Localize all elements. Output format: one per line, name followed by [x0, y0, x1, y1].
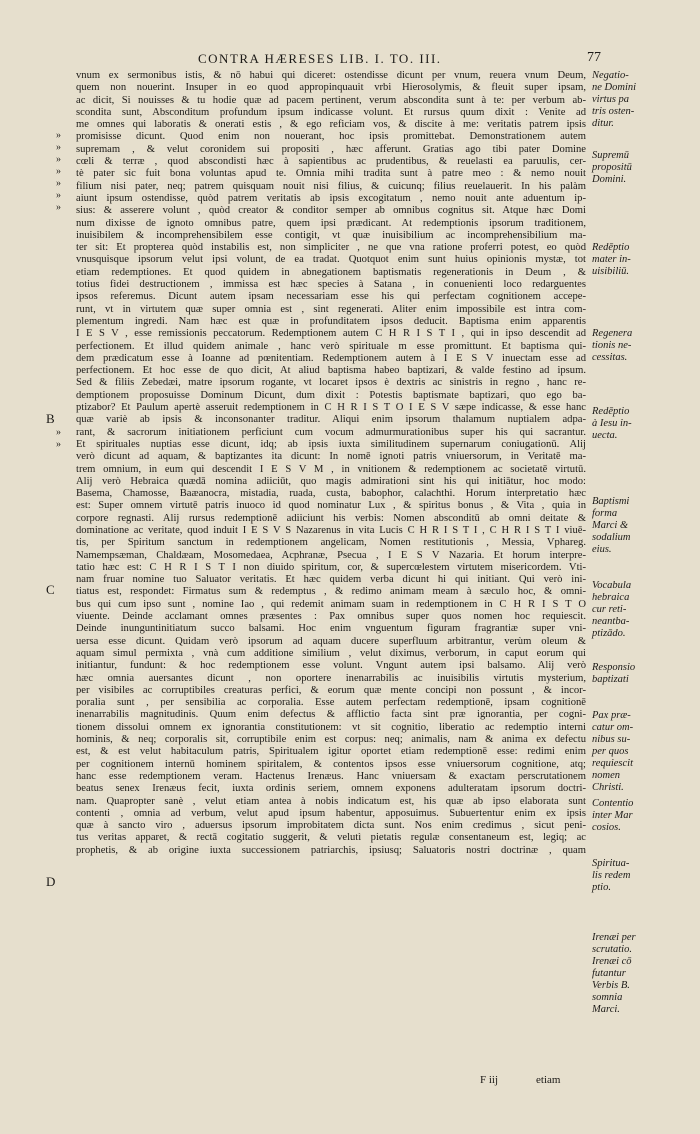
text-line: ter sit: Et propterea quòd instabilis est, non simpliciter , ne que vna ratione proferri potest, eo quòd — [76, 242, 586, 254]
margin-note-line: Supremū — [592, 150, 629, 161]
text-line: nam fruar nomine tuo Saluator veritatis. Et hæc quidem verba dicunt hi qui initiant. Qui verò ini- — [76, 574, 586, 586]
text-line: I E S V , esse remissionis peccatorum. Redemptionem autem C H R I S T I , qui in ipso descendit ad — [76, 328, 586, 340]
text-line: sius: & asserere volunt , quòd creator & conditor semper ab omnibus cognitus sit. Atque hæc Domi — [76, 205, 586, 217]
margin-note-line: cosios. — [592, 822, 621, 833]
margin-note-line: Irenæi per — [592, 932, 636, 943]
margin-note-line: ptizādo. — [592, 628, 626, 639]
text-line: promisisse dicunt. Quod enim non nouerant, hoc ipsis promittebat. Demonstrationem autem — [76, 131, 586, 143]
text-line: totius fidei destructionem , immissa est hæc species à Satana , in conuenienti loco redarguentes — [76, 279, 586, 291]
margin-note-line: Regenera — [592, 328, 633, 339]
margin-note-line: cur reti- — [592, 604, 627, 615]
text-line: tionem dissolui omnem ex ignorantia constitutionem: vt sit cognitio, liberatio ac redemptio interni — [76, 721, 586, 733]
text-line: inenarrabilis magnitudinis. Quum enim defectus & afflictio facta sint præ ignorantia, per cogni- — [76, 709, 586, 721]
page-header — [0, 51, 700, 71]
text-line: ptizabor? Et Paulum apertè asseruit redemptionem in C H R I S T O I E S V sæpe indicasse, & esse hanc — [76, 402, 586, 414]
text-line: tis, per Spiritum sanctum in redemptionem angelicam, Nomen restitutionis , Messia, Vphareg. — [76, 537, 586, 549]
text-line: filium nisi pater, neq; patrem quisquam nouit nisi filius, & cuicunq; filius reuelauerit. In his palàm — [76, 180, 586, 192]
margin-note-line: tionis ne- — [592, 340, 632, 351]
quotation-mark: » — [56, 142, 61, 153]
quotation-mark: » — [56, 178, 61, 189]
text-line: dominatione ac veritate, quod induit I E S V S Nazarenus in vita Lucis C H R I S T I , C H R I S T I viuē- — [76, 524, 586, 536]
margin-note-line: mater in- — [592, 254, 631, 265]
margin-note-line: baptizati — [592, 674, 629, 685]
section-letter: D — [46, 874, 56, 889]
quotation-mark: » — [56, 130, 61, 141]
margin-note-line: requiescit — [592, 758, 634, 769]
text-line: supremam , & velut coronidem sui propositi , hæc afferunt. Gratias ago tibi pater Domine — [76, 143, 586, 155]
note-regeneratio — [592, 328, 632, 364]
text-line: perfectionem. Et illud quidem animale , hanc verò spirituale m esse promittunt. Et baptisma qui- — [76, 340, 586, 352]
text-line: rant, & sacrorum initiationem perficiunt cum vocum admurmurationibus super his qui sacrantur. — [76, 426, 586, 438]
note-irenaei — [592, 932, 636, 1016]
quotation-mark: » — [56, 190, 61, 201]
note-redemptio-mater — [592, 242, 631, 278]
text-line: perfectionem. Et hoc esse de quo dicit, At aliud baptisma habeo baptizari, & valde festino ad ipsum. — [76, 365, 586, 377]
text-line: Sed & filiis Zebedæi, matre ipsorum rogante, vt locaret ipsos è dextris ac sinistris in regno , hanc re- — [76, 377, 586, 389]
text-line: corpore regnasti. Alij rursus redemptionē adiiciunt his verbis: Nomen absconditū ab omni deitate & — [76, 512, 586, 524]
text-line: ac dicit, Si nouisses & tu hodie quæ ad pacem pertinent, verum abscondita sunt à te: per verbum ab- — [76, 94, 586, 106]
text-line: cœli & terræ , quod abscondisti hæc à sapientibus ac prudentibus, & reuelasti ea paruulis, cer- — [76, 156, 586, 168]
quotation-mark: » — [56, 427, 61, 438]
note-contentio — [592, 798, 633, 834]
quotation-mark: » — [56, 202, 61, 213]
text-line: scondita sunt, Absconditum profundum ipsum indicasse volunt. Et rursus quum dixit : Venite ad — [76, 106, 586, 118]
text-line: Namempsæman, Chaldæam, Mosomedaea, Acphranæ, Psecua , I E S V Nazaria. Et horum interpre- — [76, 549, 586, 561]
text-line: bus qui cum ipso sunt , nomine Iao , qui redemit animam suam in redemptionem in C H R I S T O — [76, 598, 586, 610]
margin-note-line: lis redem — [592, 870, 631, 881]
margin-note-line: somnia — [592, 992, 623, 1003]
note-supremum — [592, 150, 632, 186]
text-line: Deinde inunguntinitiatum succo balsami. Hoc enim vnguentum figuram fragrantiæ super vni- — [76, 623, 586, 635]
note-redemptio-iesu — [592, 406, 632, 442]
quotation-mark: » — [56, 166, 61, 177]
text-line: vnum ex sermonibus istis, & nō habui qui diceret: ostendisse dicunt per vnum, reuera vnum Deum, — [76, 70, 586, 81]
margin-note-line: catur om- — [592, 722, 634, 733]
page-footer — [0, 1074, 700, 1090]
margin-note-line: ptio. — [592, 882, 611, 893]
text-line: uersa esse dicunt. Quidam verò ipsorum ad aquam ducere superfluum arbitrantur, verùm oleum & — [76, 635, 586, 647]
text-line: poralia sunt , per sensibilia ac corporalia. Esse autem perfectam redemptionē, ipsam cognitionē — [76, 697, 586, 709]
text-line: me omnes qui laboratis & onerati estis , & ego reficiam vos, & discite à me: veritatis patrem ipsis — [76, 119, 586, 131]
text-line: tiatus est, respondet: Firmatus sum & redemptus , & redimo animam meam à sæculo hoc, & omni- — [76, 586, 586, 598]
text-line: demptionem proposuisse Dominum Dicunt, dum dixit : Potestis baptismate baptizari, quo ego ba- — [76, 389, 586, 401]
margin-note-line: nibus su- — [592, 734, 631, 745]
margin-note-line: Domini. — [592, 174, 627, 185]
margin-note-line: cessitas. — [592, 352, 628, 363]
text-line: hæc omnia auersantes dicunt , non oportere inenarrabilis ac inuisibilis virtutis mysterium, — [76, 672, 586, 684]
text-line: inuisibilem & incomprehensibilem esse contigit, vt quæ inuisibilium ac incomprehensibilium ma- — [76, 229, 586, 241]
text-line: nam. Quapropter sanè , velut etiam antea à nobis indicatum est, his quæ ab ipso elaborata sunt — [76, 795, 586, 807]
text-line: per visibiles ac corruptibiles creaturas perfici, & eorum quæ mente concipi non possunt , & incor- — [76, 684, 586, 696]
text-line: viuente. Deinde acclamant omnes præsentes : Pax omnibus super quos nomen hoc requiescit. — [76, 611, 586, 623]
margin-note-line: Verbis B. — [592, 980, 630, 991]
text-line: per cognitionem internū hominem spiritalem, & contentos ipsos esse vniuersorum cognitione, atq; — [76, 758, 586, 770]
margin-note-line: Irenæi cō — [592, 956, 632, 967]
note-baptismi — [592, 496, 631, 556]
text-line: etiam redemptiones. Et quod quidem in abnegationem baptismatis regenerationis in Deum , & — [76, 266, 586, 278]
text-line: trem omnium, in eum qui descendit I E S V M , in vnitionem & redemptionem ac societatē virtutū. — [76, 463, 586, 475]
text-line: tatio hæc est: C H R I S T I non diuido spiritum, cor, & supercœlestem virtutem misericordem. Vti- — [76, 561, 586, 573]
margin-note-line: Christi. — [592, 782, 624, 793]
note-spiritualis — [592, 858, 630, 894]
catchword: etiam — [536, 1074, 561, 1086]
margin-note-line: virtus pa — [592, 94, 630, 105]
margin-note-line: Baptismi — [592, 496, 630, 507]
margin-note-line: futantur — [592, 968, 626, 979]
margin-note-line: inter Mar — [592, 810, 633, 821]
margin-note-line: Spiritua- — [592, 858, 630, 869]
quotation-mark: » — [56, 154, 61, 165]
text-line: quem non nouerint. Insuper in eo quod appropinquauit vrbi Hierosolymis, & fleuit super ipsam, — [76, 82, 586, 94]
text-line: hanc esse redemptionem veram. Hactenus Irenæus. Hanc vniuersam & exactam perscrutationem — [76, 770, 586, 782]
margin-note-line: Marci. — [592, 1004, 620, 1015]
note-negatio — [592, 70, 636, 130]
note-pax — [592, 710, 633, 794]
margin-note-line: à Iesu in- — [592, 418, 632, 429]
text-line: est, & est velut habitaculum patris, Spiritualem igitur oportet etiam redemptionē esse: redimi enim — [76, 746, 586, 758]
text-line: Basema, Chamosse, Baæanocra, mistadia, ruada, custa, babophor, calachthi. Horum interpretatio hæc — [76, 488, 586, 500]
page-number: 77 — [587, 50, 601, 65]
margin-note-line: Redēptio — [592, 242, 630, 253]
text-line: beatus senex Irenæus fecit, iuxta ordinis seriem, omnem exponens adulteratam ipsorum doctri- — [76, 783, 586, 795]
text-line: aquam simul permixta , vnà cum additione similium , velut diximus, verborum, in caput eorum qui — [76, 647, 586, 659]
text-line: aiunt ipsum ostendisse, quòd patrem veritatis ab ipsis excogitatum , nemo nouit ante aduentum ip- — [76, 192, 586, 204]
margin-note-line: Responsio — [592, 662, 636, 673]
text-line: verò dicunt ad aquam, & baptizantes ita dicunt: In nomē ignoti patris vniuersorum, in Veritatē ma- — [76, 451, 586, 463]
margin-note-line: per quos — [592, 746, 629, 757]
margin-note-line: Marci & — [592, 520, 629, 531]
text-line: tus veritas apparet, & rectā cogitatio suggerit, & velutì pietatis regulæ consentaneum est, legiq; ac — [76, 832, 586, 844]
margin-note-line: sodalium — [592, 532, 631, 543]
margin-note-line: hebraica — [592, 592, 630, 603]
text-line: vnusquisque ipsorum velut ipsi volunt, de ea tradat. Quotquot enim sunt huius opinionis mystæ, tot — [76, 254, 586, 266]
margin-note-line: eius. — [592, 544, 612, 555]
text-line: plementum ingredi. Nam hæc est quæ in profunditatem ipsos deducit. Baptisma enim apparentis — [76, 315, 586, 327]
text-line: num dixisse de ignoto omnibus patre, quem ipsi prædicant. At redemptionis ipsorum traditionem, — [76, 217, 586, 229]
running-head: CONTRA HÆRESES LIB. I. TO. III. — [198, 51, 442, 66]
text-line: quæ variè ab ipsis & inconsonanter traditur. Aliqui enim ipsorum thalamum nuptialem adpa- — [76, 414, 586, 426]
text-line: Alij verò Hebraica quædā nomina adiiciūt, quo magis admirationi sint his qui initiātur, hoc modo: — [76, 475, 586, 487]
main-text-column — [76, 70, 586, 857]
text-line: tè pater sic fuit bona voluntas apud te. Omnia mihi tradita sunt à patre meo : & nemo nouit — [76, 168, 586, 180]
margin-note-line: ditur. — [592, 118, 614, 129]
margin-note-line: uecta. — [592, 430, 618, 441]
margin-note-line: nomen — [592, 770, 620, 781]
margin-note-line: scrutatio. — [592, 944, 632, 955]
margin-note-line: Contentio — [592, 798, 634, 809]
quotation-mark: » — [56, 439, 61, 450]
note-vocabula — [592, 580, 631, 640]
margin-note-line: Vocabula — [592, 580, 632, 591]
section-letter: C — [46, 582, 55, 597]
text-line: initiantur, fundunt: & hoc redemptionem esse volunt. Vngunt autem ipsi balsamo. Alij verò — [76, 660, 586, 672]
text-line: quæ à sancto viro , aduersus ipsorum improbitatem dicta sunt. Nos enim credimus , sicut peni- — [76, 820, 586, 832]
text-line: hominis, & neq; corporalis sit, corruptibile enim est corpus: neq; animalis, nam & anima ex defectu — [76, 734, 586, 746]
margin-note-line: propositū — [592, 162, 632, 173]
text-line: est: Super omnem virtutē patris inuoco id quod nominatur Lux , & spiritus bonus , & Vita , quia in — [76, 500, 586, 512]
text-line: dem prædicatum esse à Ioanne ad pœnitentiam. Redemptionem autem à I E S V inuectam esse ad — [76, 352, 586, 364]
margin-note-line: Negatio- — [592, 70, 629, 81]
text-line: prophetis, & ab origine iuxta successionem patriarchis, ipsiusq; Saluatoris nostri doctrinæ , quam — [76, 844, 586, 856]
text-line: Et spirituales nuptias esse dicunt, idq; ab ipsis iuxta similitudinem supernarum coniugationū. Alij — [76, 438, 586, 450]
margin-note-line: Pax præ- — [592, 710, 631, 721]
note-responsio — [592, 662, 635, 686]
text-line: contenti , omnia ad verbum, velut apud ipsum habentur, apposuimus. Subuertentur enim ex ipsis — [76, 807, 586, 819]
text-line: runt, vt in virtutem quæ super omnia est , sint regenerati. Aliter enim impossibile est intra com- — [76, 303, 586, 315]
margin-note-line: forma — [592, 508, 618, 519]
margin-note-line: uisibiliū. — [592, 266, 630, 277]
margin-note-line: Redēptio — [592, 406, 630, 417]
section-letter: B — [46, 411, 55, 426]
margin-note-line: tris osten- — [592, 106, 635, 117]
margin-note-line: neantba- — [592, 616, 630, 627]
signature-mark: F iij — [480, 1074, 499, 1086]
text-line: ipsos referemus. Dicunt autem ipsam necessariam esse his qui perfectam cognitionem accepe- — [76, 291, 586, 303]
margin-note-line: ne Domini — [592, 82, 637, 93]
